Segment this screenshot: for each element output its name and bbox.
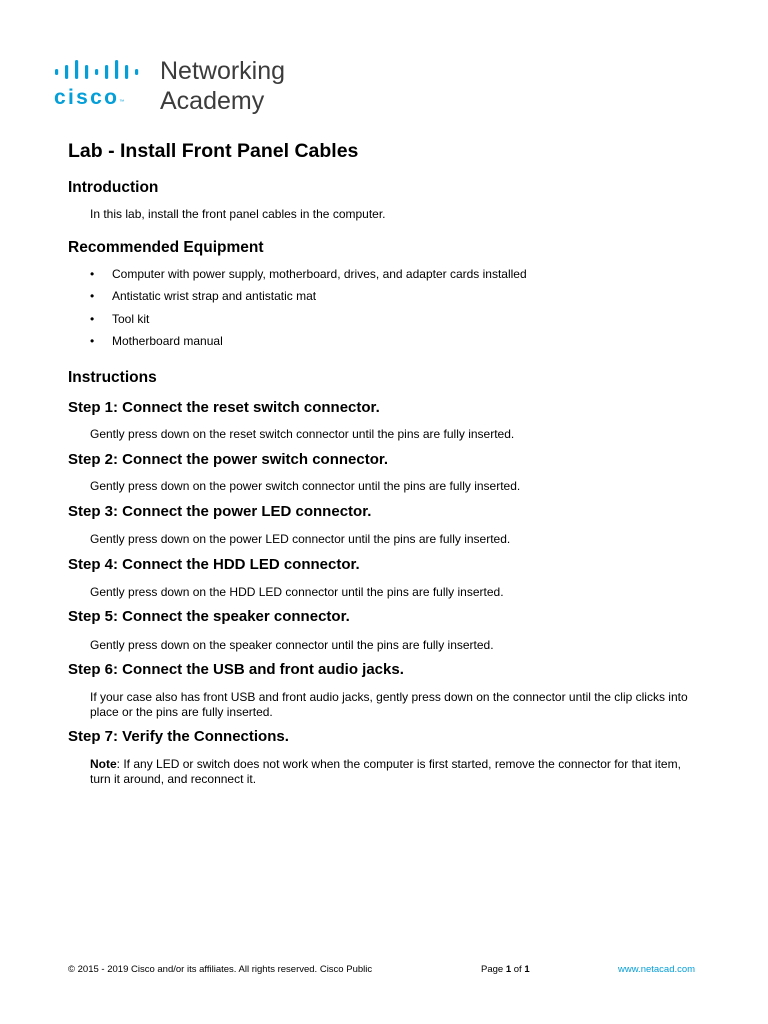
- step-4-text: Gently press down on the HDD LED connector until the pins are fully inserted.: [90, 585, 504, 599]
- page-title: Lab - Install Front Panel Cables: [68, 140, 359, 162]
- step-4-title: Step 4: Connect the HDD LED connector.: [68, 556, 360, 573]
- logo-networking: Networking: [160, 57, 286, 85]
- list-item: • Computer with power supply, motherboard, drives, and adapter cards installed: [90, 267, 527, 281]
- bullet-icon: •: [90, 311, 95, 326]
- logo-academy: Academy: [160, 87, 265, 115]
- step-2-text: Gently press down on the power switch connector until the pins are fully inserted.: [90, 479, 521, 493]
- cisco-bridge-bars-icon: [54, 58, 150, 80]
- step-7-text: Note: If any LED or switch does not work when the computer is first started, remove the connector for that item, turn it around, and reconnect it.: [90, 757, 681, 786]
- step-2-title: Step 2: Connect the power switch connector.: [68, 451, 389, 468]
- footer-link-container: [618, 963, 695, 976]
- list-item: • Motherboard manual: [90, 333, 223, 348]
- footer-copyright: © 2015 - 2019 Cisco and/or its affiliates. All rights reserved. Cisco Public: [68, 964, 373, 975]
- cisco-wordmark: cisco™: [54, 86, 125, 109]
- list-item: • Tool kit: [90, 311, 150, 326]
- step-3-title: Step 3: Connect the power LED connector.: [68, 503, 372, 520]
- netacad-link[interactable]: www.netacad.com: [618, 964, 696, 975]
- instructions-heading: Instructions: [68, 369, 157, 386]
- step-1-title: Step 1: Connect the reset switch connector.: [68, 399, 380, 416]
- introduction-text: In this lab, install the front panel cables in the computer.: [90, 207, 386, 221]
- note-label: Note: [90, 757, 117, 771]
- introduction-heading: Introduction: [68, 179, 159, 196]
- step-6-text: If your case also has front USB and front audio jacks, gently press down on the connector until the clip clicks into place or the pins are fully inserted.: [90, 690, 688, 719]
- equipment-list: [90, 267, 527, 356]
- bullet-icon: •: [90, 267, 95, 281]
- logo-text: [160, 56, 285, 116]
- step-6-title: Step 6: Connect the USB and front audio jacks.: [68, 661, 404, 678]
- step-1-text: Gently press down on the reset switch connector until the pins are fully inserted.: [90, 427, 515, 441]
- list-item: • Antistatic wrist strap and antistatic mat: [90, 289, 317, 304]
- step-7-title: Step 7: Verify the Connections.: [68, 728, 289, 745]
- step-5-title: Step 5: Connect the speaker connector.: [68, 608, 350, 625]
- cisco-networking-academy-logo: [54, 56, 314, 120]
- bullet-icon: •: [90, 289, 95, 304]
- footer-page-number: Page 1 of 1: [481, 964, 530, 975]
- bullet-icon: •: [90, 333, 95, 348]
- step-3-text: Gently press down on the power LED connector until the pins are fully inserted.: [90, 532, 511, 546]
- equipment-heading: Recommended Equipment: [68, 239, 264, 256]
- step-5-text: Gently press down on the speaker connector until the pins are fully inserted.: [90, 638, 494, 652]
